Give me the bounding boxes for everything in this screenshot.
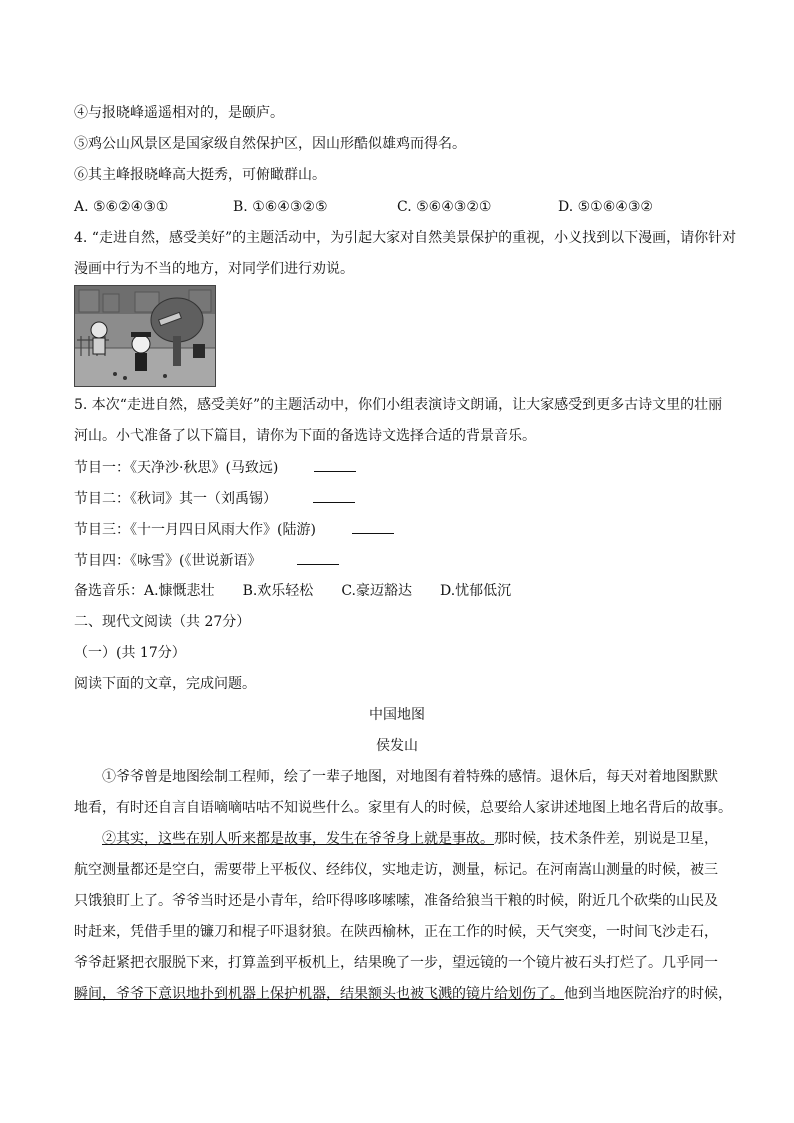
answer-blank-4[interactable] <box>297 550 339 565</box>
underlined-sentence-2: 瞬间，爷爷下意识地扑到机器上保护机器，结果额头也被飞溅的镜片给划伤了。 <box>74 986 564 1002</box>
q3-item-6: ⑥其主峰报晓峰高大挺秀，可俯瞰群山。 <box>74 167 326 183</box>
q3-option-c: C. ⑤⑥④③②① <box>397 199 492 215</box>
q3-option-a: A. ⑤⑥②④③① <box>74 199 169 215</box>
q4-line-2: 漫画中行为不当的地方，对同学们进行劝说。 <box>74 261 354 277</box>
paragraph-2-line-1-rest: 那时候，技术条件差，别说是卫星， <box>494 831 718 847</box>
q3-item-5: ⑤鸡公山风景区是国家级自然保护区，因山形酷似雄鸡而得名。 <box>74 136 466 152</box>
paragraph-1-line-1: ①爷爷曾是地图绘制工程师，绘了一辈子地图，对地图有着特殊的感情。退休后，每天对着地图默默 <box>102 769 718 785</box>
answer-blank-2[interactable] <box>313 488 355 503</box>
article-author: 侯发山 <box>376 738 418 754</box>
underlined-sentence-1: ②其实，这些在别人听来都是故事，发生在爷爷身上就是事故。 <box>102 831 494 847</box>
section-heading: 二、现代文阅读（共 27分） <box>74 614 251 630</box>
q5-music-b: B.欢乐轻松 <box>242 583 314 599</box>
cartoon-image <box>74 285 216 387</box>
subsection-heading: （一）(共 17分） <box>74 645 186 661</box>
q5-music-options <box>74 581 511 601</box>
q4-line-1: 4. “走进自然，感受美好”的主题活动中，为引起大家对自然美景保护的重视，小义找到以下漫画，请你针对 <box>74 230 737 246</box>
paragraph-2-line-6-rest: 他到当地医院治疗的时候， <box>564 986 732 1002</box>
paragraph-2-line-4: 时赶来，凭借手里的镰刀和棍子吓退豺狼。在陕西榆林，正在工作的时候，天气突变，一时间飞沙走石， <box>74 924 718 940</box>
q5-music-a: A.慷慨悲壮 <box>144 583 215 599</box>
q3-option-d: D. ⑤①⑥④③② <box>558 199 653 215</box>
reading-instruction: 阅读下面的文章，完成问题。 <box>74 676 256 692</box>
q3-option-b: B. ①⑥④③②⑤ <box>233 199 328 215</box>
q5-program-3-text: 节目三：《十一月四日风雨大作》(陆游) <box>74 522 316 538</box>
q5-program-4-text: 节目四：《咏雪》(《世说新语》 <box>74 553 262 569</box>
q5-program-2 <box>74 488 355 509</box>
q5-program-4 <box>74 550 339 571</box>
article-title: 中国地图 <box>369 707 425 723</box>
q5-program-2-text: 节目二：《秋词》其一（刘禹锡） <box>74 491 277 507</box>
q5-line-1: 5. 本次“走进自然，感受美好”的主题活动中，你们小组表演诗文朗诵，让大家感受到更多古诗文里的壮丽 <box>74 397 723 413</box>
paragraph-2-line-2: 航空测量都还是空白，需要带上平板仪、经纬仪，实地走访，测量，标记。在河南嵩山测量的时候，被三 <box>74 862 718 878</box>
q5-program-1 <box>74 457 356 478</box>
cartoon-illustration <box>75 286 215 386</box>
paragraph-2-line-1 <box>102 829 762 849</box>
paragraph-2-line-5: 爷爷赶紧把衣服脱下来，打算盖到平板机上，结果晚了一步，望远镜的一个镜片被石头打烂了。几乎同一 <box>74 955 718 971</box>
q5-music-label: 备选音乐： <box>74 583 144 599</box>
paragraph-2-line-6 <box>74 984 734 1004</box>
q5-program-3 <box>74 519 394 540</box>
q5-music-c: C.豪迈豁达 <box>341 583 412 599</box>
q5-line-2: 河山。小弋准备了以下篇目，请你为下面的备选诗文选择合适的背景音乐。 <box>74 428 536 444</box>
q3-options <box>74 197 734 217</box>
q5-music-d: D.忧郁低沉 <box>439 583 512 599</box>
paragraph-2-line-3: 只饿狼盯上了。爷爷当时还是小青年，给吓得哆哆嗦嗦，准备给狼当干粮的时候，附近几个砍柴的山民及 <box>74 893 718 909</box>
answer-blank-3[interactable] <box>352 519 394 534</box>
q3-item-4: ④与报晓峰遥遥相对的，是颐庐。 <box>74 105 284 121</box>
paragraph-1-line-2: 地看，有时还自言自语嘀嘀咕咕不知说些什么。家里有人的时候，总要给人家讲述地图上地名背后的故事。 <box>74 800 732 816</box>
q5-program-1-text: 节目一：《天净沙·秋思》(马致远) <box>74 460 279 476</box>
answer-blank-1[interactable] <box>314 457 356 472</box>
